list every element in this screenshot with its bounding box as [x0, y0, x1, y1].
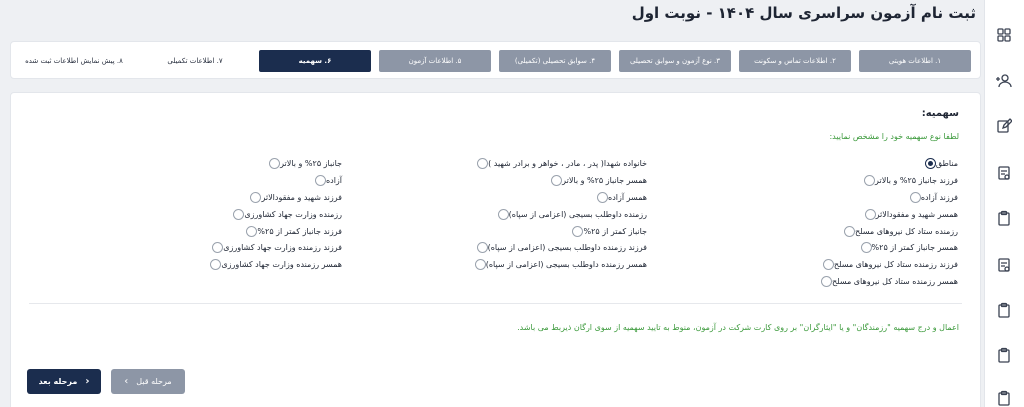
radio-button[interactable] [823, 259, 834, 270]
clipboard-icon[interactable] [996, 210, 1012, 226]
section-subtitle: لطفا نوع سهمیه خود را مشخص نمایید: [829, 132, 959, 141]
page-title: ثبت نام آزمون سراسری سال ۱۴۰۴ - نوبت اول [631, 4, 976, 22]
quota-option[interactable]: آزاده [315, 173, 348, 187]
step-3[interactable]: ۳. نوع آزمون و سوابق تحصیلی [619, 50, 731, 72]
quota-option[interactable]: فرزند شهید و مفقودالاثر [250, 190, 348, 204]
quota-option[interactable]: فرزند رزمنده وزارت جهاد کشاورزی [212, 240, 348, 254]
radio-button[interactable] [572, 226, 583, 237]
step-7[interactable]: ۷. اطلاعات تکمیلی [167, 57, 223, 65]
step-8[interactable]: ۸. پیش نمایش اطلاعات ثبت شده [25, 57, 123, 65]
step-6[interactable]: ۶. سهمیه [259, 50, 371, 72]
quota-option[interactable]: همسر شهید و مفقودالاثر [865, 207, 964, 221]
document-icon[interactable] [996, 165, 1012, 181]
quota-option[interactable]: جانباز کمتر از ۲۵% [572, 224, 653, 238]
clipboard-icon[interactable] [996, 302, 1012, 318]
radio-button[interactable] [477, 158, 488, 169]
radio-button[interactable] [269, 158, 280, 169]
step-4[interactable]: ۴. سوابق تحصیلی (تکمیلی) [499, 50, 611, 72]
grid-icon[interactable] [996, 27, 1012, 43]
step-5[interactable]: ۵. اطلاعات آزمون [379, 50, 491, 72]
quota-option[interactable]: جانباز ۲۵% و بالاتر [269, 156, 348, 170]
radio-button[interactable] [551, 175, 562, 186]
quota-card [10, 92, 981, 407]
next-step-button[interactable]: مرحله بعد › [27, 369, 101, 394]
chevron-right-icon: ‹ [124, 376, 129, 387]
side-rail [984, 0, 1024, 407]
quota-option[interactable]: همسر رزمنده ستاد کل نیروهای مسلح [821, 274, 964, 288]
radio-button[interactable] [498, 209, 509, 220]
quota-option[interactable]: همسر جانباز ۲۵% و بالاتر [551, 173, 653, 187]
radio-button[interactable] [910, 192, 921, 203]
radio-button[interactable] [315, 175, 326, 186]
quota-option[interactable]: فرزند جانباز ۲۵% و بالاتر [864, 173, 964, 187]
quota-option[interactable]: فرزند رزمنده داوطلب بسیجی (اعزامی از سپاه) [477, 240, 653, 254]
radio-button[interactable] [597, 192, 608, 203]
chevron-left-icon: › [85, 376, 90, 387]
quota-option[interactable]: مناطق [925, 156, 964, 170]
quota-option[interactable]: رزمنده ستاد کل نیروهای مسلح [844, 224, 964, 238]
quota-note: اعمال و درج سهمیه "رزمندگان" و یا "ایثارگران" بر روی کارت شرکت در آزمون، منوط به تایید سهمیه از سوی ارگان ذیربط می باشد. [517, 323, 959, 332]
radio-button[interactable] [821, 276, 832, 287]
quota-option[interactable]: خانواده شهدا( پدر ، مادر ، خواهر و برادر شهید ) [477, 156, 653, 170]
edit-icon[interactable] [996, 118, 1012, 134]
quota-option[interactable]: رزمنده وزارت جهاد کشاورزی [233, 207, 348, 221]
wizard-stepper [10, 41, 981, 79]
quota-option[interactable]: همسر رزمنده داوطلب بسیجی (اعزامی از سپاه) [475, 257, 653, 271]
radio-button[interactable] [864, 175, 875, 186]
quota-option[interactable]: همسر رزمنده وزارت جهاد کشاورزی [210, 257, 348, 271]
radio-button[interactable] [865, 209, 876, 220]
radio-button[interactable] [250, 192, 261, 203]
radio-button[interactable] [475, 259, 486, 270]
step-2[interactable]: ۲. اطلاعات تماس و سکونت [739, 50, 851, 72]
clipboard-icon[interactable] [996, 390, 1012, 406]
quota-option[interactable]: همسر جانباز کمتر از ۲۵% [861, 240, 964, 254]
previous-step-button[interactable]: ‹ مرحله قبل [111, 369, 185, 394]
radio-button[interactable] [844, 226, 855, 237]
add-user-icon[interactable] [996, 73, 1012, 89]
divider [29, 303, 962, 304]
radio-button[interactable] [246, 226, 257, 237]
radio-button[interactable] [210, 259, 221, 270]
quota-option[interactable]: فرزند جانباز کمتر از ۲۵% [246, 224, 348, 238]
radio-button[interactable] [212, 242, 223, 253]
quota-option[interactable]: فرزند آزاده [910, 190, 964, 204]
radio-button[interactable] [925, 158, 936, 169]
section-title: سهمیه: [921, 108, 959, 119]
quota-option[interactable]: فرزند رزمنده ستاد کل نیروهای مسلح [823, 257, 964, 271]
document-icon[interactable] [996, 257, 1012, 273]
clipboard-icon[interactable] [996, 347, 1012, 363]
quota-option[interactable]: همسر آزاده [597, 190, 653, 204]
radio-button[interactable] [861, 242, 872, 253]
step-1[interactable]: ۱. اطلاعات هویتی [859, 50, 971, 72]
quota-option[interactable]: رزمنده داوطلب بسیجی (اعزامی از سپاه) [498, 207, 653, 221]
radio-button[interactable] [233, 209, 244, 220]
radio-button[interactable] [477, 242, 488, 253]
